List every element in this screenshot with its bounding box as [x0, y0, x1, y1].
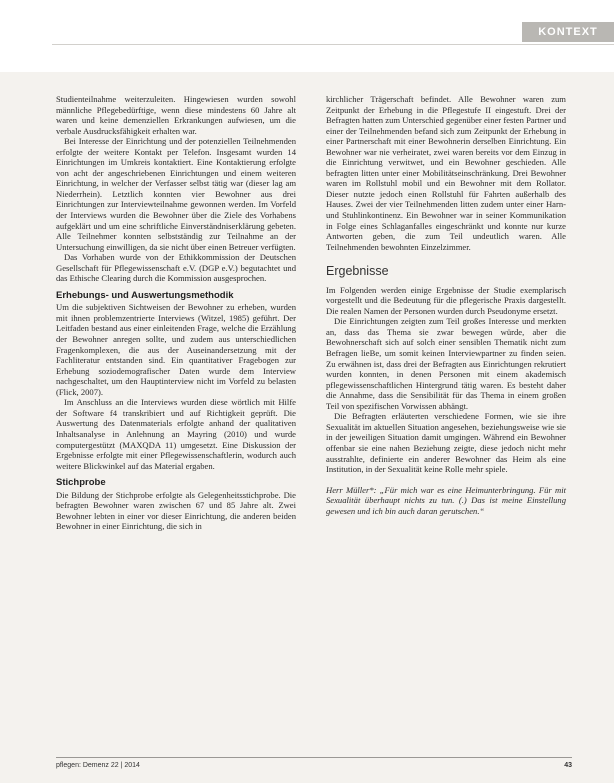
header-rule [52, 44, 614, 45]
right-paragraph-2: Im Folgenden werden einige Ergebnisse der Studie exemplarisch vorgestellt und die Bedeutung für die pflegerische Praxis dargestellt. Die realen Namen der Personen wurden durch Pseudonyme ersetzt. [326, 284, 566, 316]
footer-rule [56, 757, 572, 758]
right-column [326, 94, 566, 516]
left-paragraph-5: Im Anschluss an die Interviews wurden diese wörtlich mit Hilfe der Software f4 transkribiert und auf Richtigkeit geprüft. Die Auswertung des Datenmaterials erfolgte anhand der qualitativen Inhaltsanalyse in Anlehnung an Mayring (2010) und wurde computergestützt (MAXQDA 11) umgesetzt. Eine Diskussion der Ergebnisse erfolgte mit einer Pflegewissenschaftlerin, wodurch auch weitere Blickwinkel auf das Material ergaben. [56, 397, 296, 471]
left-paragraph-1: Studienteilnahme weiterzuleiten. Hingewiesen wurden sowohl männliche Pflegebedürftige, wenn diese mindestens 60 Jahre alt waren und keine demenziellen Erkrankungen aufwiesen, um die verbale Ausdrucksfähigkeit erhalten war. [56, 94, 296, 136]
left-column [56, 94, 296, 532]
right-paragraph-3: Die Einrichtungen zeigten zum Teil großes Interesse und merkten an, dass das Thema sie zwar bewegen würde, aber die Bewohnerschaft sich auf solch einer sensiblen Thematik nicht zum Befragen lieBe, um somit keinen Interviewpartner zu finden seien. Zu erwähnen ist, dass drei der Befragten aus Einrichtungen rekrutiert wurden konnten, in denen Personen mit einem akademisch pflegewissenschaftlichen Hintergrund tätig waren. Es besteht daher die Annahme, dass die Sensibilität für das Thema in einem großen Teil von spezifischen Vorwissen abhängt. [326, 316, 566, 411]
page-number: 43 [564, 762, 572, 769]
heading-stichprobe: Stichprobe [56, 477, 106, 489]
left-paragraph-3: Das Vorhaben wurde von der Ethikkommission der Deutschen Gesellschaft für Pflegewissenschaft e.V. (DGP e.V.) begutachtet und das Ethische Clearing durch die Kommission ausgesprochen. [56, 252, 296, 284]
right-paragraph-1: kirchlicher Trägerschaft befindet. Alle Bewohner waren zum Zeitpunkt der Erhebung in die Pflegestufe II eingestuft. Drei der Befragten hatten zum Unterschied gegenüber einer festen Partner und einer der Teilnehmenden befand sich zum Zeitpunkt der Erhebung in einer Partnerschaft mit einer Bewohnerin derselben Einrichtung. Ein Bewohner war nie verheiratet, zwei waren bereits vor dem Einzug in die Einrichtung verwitwet, und ein Bewohner geschieden. Alle befragten litten unter einer Mobilitätseinschränkung. Drei Bewohner waren im Rollstuhl mobil und ein Bewohner mit dem Rollator. Dieser nutzte jedoch einen Rollstuhl für Fahrten außerhalb des Hauses. Zwei der vier Teilnehmenden litten zudem unter einer Harn- und Stuhlinkontinenz. Ein Bewohner war in seiner Kommunikation in Folge eines Schlaganfalles eingeschränkt und konnte nur kurze Antworten geben, die zum Teil undeutlich waren. Alle Teilnehmenden bewohnten Einzelzimmer. [326, 94, 566, 252]
left-paragraph-6: Die Bildung der Stichprobe erfolgte als Gelegenheitsstichprobe. Die befragten Bewohner waren zwischen 67 und 85 Jahre alt. Zwei Bewohner lebten in einer vor dieser Einrichtung, die anderen beiden Bewohner in einer Einrichtung, die sich in [56, 489, 296, 532]
interview-quote: Herr Müller*: „Für mich war es eine Heimunterbringung. Für mit Sexualität überhaupt nichts zu tun. (.) Das ist meine Einstellung gewesen und ich bin auch daran gerutschen.“ [326, 484, 566, 516]
section-label: KONTEXT [522, 22, 614, 42]
left-paragraph-4: Um die subjektiven Sichtweisen der Bewohner zu erheben, wurden mit ihnen problemzentrierte Interviews (Witzel, 1985) geführt. Der Leitfaden bestand aus einer einleitenden Frage, welche die Erzählung der Bewohner anregen sollte, und zudem aus unterschiedlichen Fragenkomplexen, die aus der Auseinandersetzung mit der Fachliteratur entstanden sind. Ein quantitativer Fragebogen zur Erhebung soziodemografischer Daten wurde dem Interview nachgeschaltet, um den Hauptinterview nicht im Vorfeld zu belasten (Flick, 2007). [56, 302, 296, 397]
left-paragraph-2: Bei Interesse der Einrichtung und der potenziellen Teilnehmenden erfolgte der weitere Kontakt per Telefon. Insgesamt wurden 14 Einrichtungen im Umkreis kontaktiert. Eine Kontaktierung erfolgte von acht der angeschriebenen Einrichtungen und einem weiteren Einrichtung, in welcher der Verfasser selbst tätig war (dieser lag am Niederrhein). Letztlich konnten vier Bewohner aus drei Einrichtungen zur Interviewteilnahme gewonnen werden. Im Vorfeld der Interviews wurden die Bewohner über die Ziele des Vorhabens aufgeklärt und um eine schriftliche Einverständniserklärung gebeten. Alle Teilnehmer konnten selbstständig zur Teilnahme an der Untersuchung einwilligen, da sie nicht über einen Betreuer verfügten. [56, 136, 296, 252]
heading-ergebnisse: Ergebnisse [326, 264, 389, 279]
right-paragraph-4: Die Befragten erläuterten verschiedene Formen, wie sie ihre Sexualität im aktuellen Situation angesehen, beziehungsweise wie sie in der jeweiligen Situation damit umgingen. Während ein Bewohner offenbar sie eine nahen Beziehung zeigte, diese jedoch nicht mehr ausstrahlte, definierte ein anderer Bewohner das Heim als eine Institution, in der Sexualität keine Rolle mehr spiele. [326, 411, 566, 475]
heading-methodik: Erhebungs- und Auswertungsmethodik [56, 289, 234, 301]
page-footer [56, 762, 572, 774]
journal-name: pflegen: Demenz 22 | 2014 [56, 762, 140, 769]
